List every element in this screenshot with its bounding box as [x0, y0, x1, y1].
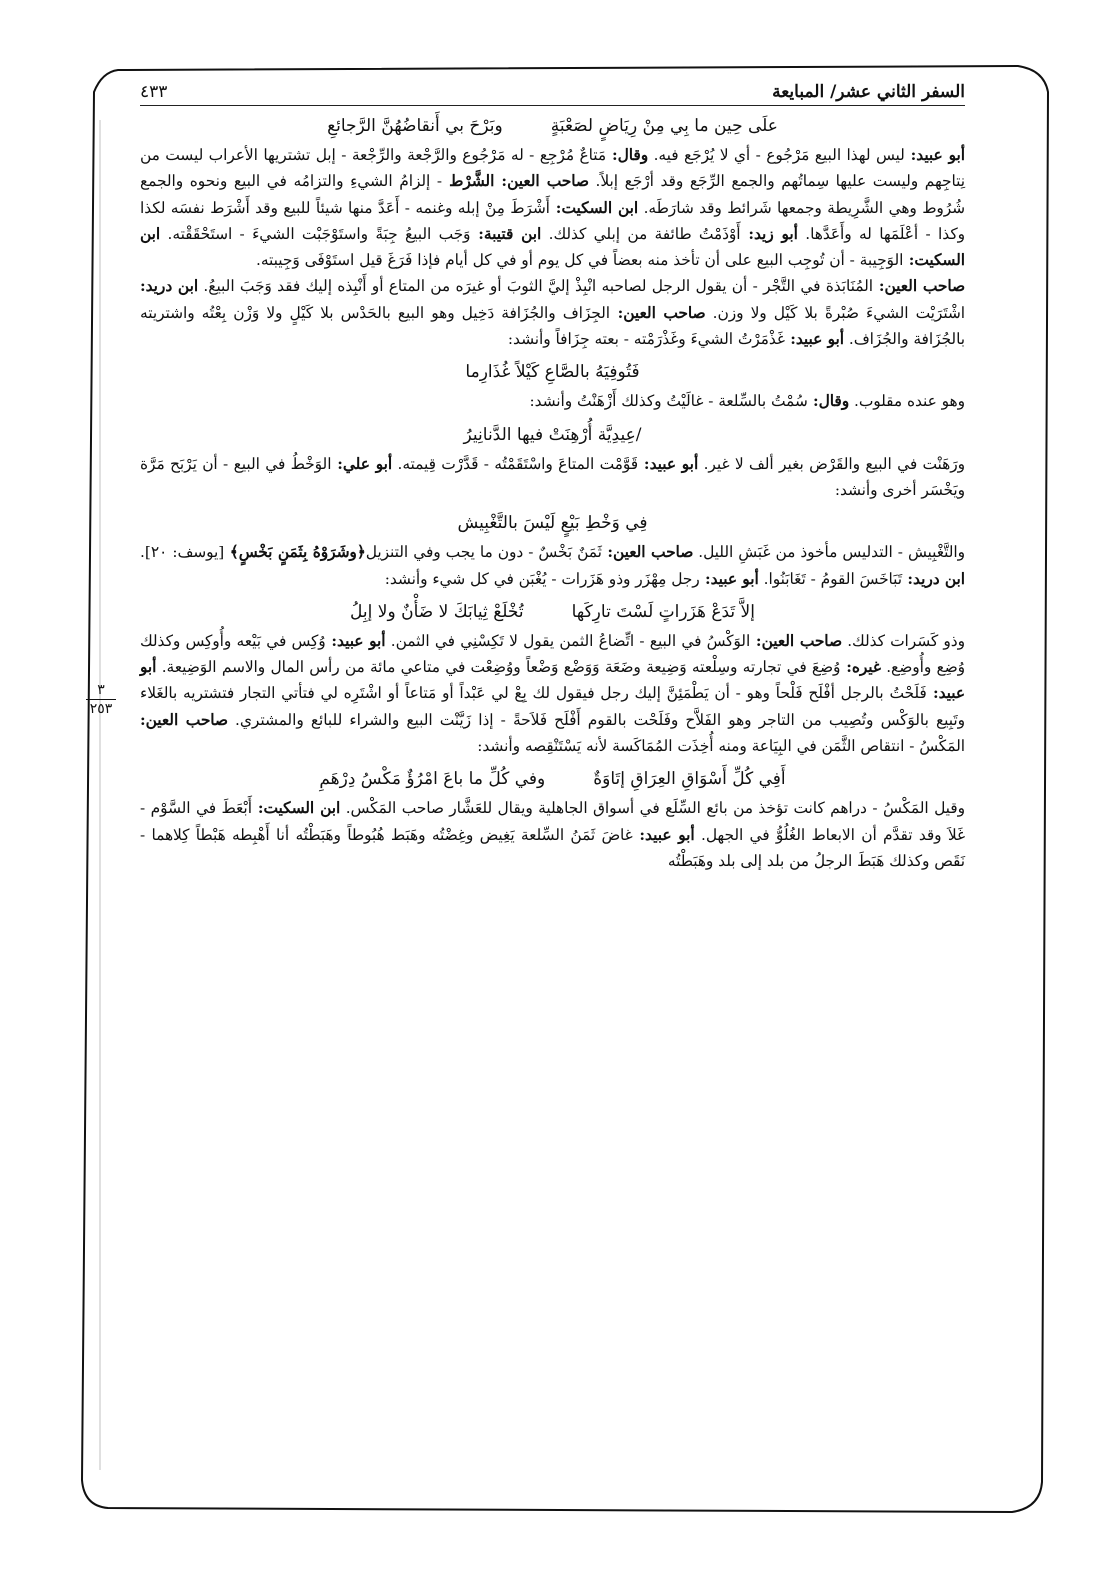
verse-hemistich: إلاَّ تَدَعْ هَزَراتٍ لَسْتَ تارِكَها — [571, 601, 755, 622]
prose-paragraph — [140, 273, 965, 352]
poetry-verse — [140, 116, 965, 136]
verse-hemistich: أَفِي كُلِّ أَسْوَاقِ العِرَاقِ إتَاوَةٌ — [593, 769, 786, 790]
source-citation: ابن دريد: — [140, 277, 199, 296]
text-run: الجِزَاف والجُزَافة دَخِيل وهو البيع بالحَدْس بلا كَيْلٍ ولا وَزْن بِعْتُه واشتريته بالجُزَافة والجُزَاف. — [140, 303, 965, 349]
source-citation: أبو عبيد: — [325, 631, 386, 650]
source-citation: الشَّرْط — [442, 172, 495, 191]
source-citation: أبو علي: — [331, 454, 393, 473]
source-citation: أبو عبيد: — [140, 658, 965, 703]
text-run: وذو كَسَرات كذلك. — [841, 631, 965, 650]
prose-paragraph — [140, 795, 965, 874]
source-citation: أبو عبيد: — [784, 330, 845, 349]
source-citation: ابن قتيبة: — [470, 224, 542, 243]
page-number: ٤٣٣ — [140, 82, 168, 102]
text-run: المُنَابَذة في التَّجْر - أن يقول الرجل لصاحبه انْبِذْ إليَّ الثوبَ أو غيرَه من المتاع أو أَنْبِذه إليك فقد وَجَبَ البيعُ. — [198, 277, 874, 296]
source-citation: صاحب العين: — [494, 172, 589, 191]
margin-ref-page: ٢٥٣ — [89, 701, 113, 717]
source-citation: أبو زيد: — [740, 224, 798, 243]
text-run: أَبْعَطَ في السَّوْم - غَلاَ وقد تقدَّم أن الابعاط الغُلُوُّ في الجهل. — [140, 799, 965, 844]
verse-hemistich: /عِيدِيَّة أُرْهِنَتْ فيها الدَّنانِيرُ — [463, 424, 642, 445]
source-citation: صاحب العين: — [140, 710, 228, 729]
source-citation: صاحب العين: — [873, 277, 965, 296]
text-run: مَتاعٌ مُرْجِع - له مَرْجُوع والرَّجْعة والرِّجْعة - إبل تشتريها الأعراب ليست من نِتاجِهم وليست عليها سِماتُهم والجمع الرِّجَع وقد أرْجَع إبلاً. — [140, 146, 965, 191]
source-citation: وقال: — [606, 146, 649, 164]
verse-hemistich: علَى حِين ما بِي مِنْ رِيَاضٍ لصَعْبَةٍ — [550, 116, 778, 136]
page-content — [140, 82, 965, 1512]
text-run: وُكِس في بَيْعه وأُوكِس وكذلك وُضِع وأُوضِع. — [140, 631, 966, 677]
text-run: ثَمَنٌ بَخْسٌ - دون ما يجب وفي التنزيل — [365, 543, 602, 562]
source-citation: ابن السكيت: — [549, 198, 639, 217]
text-run: قَوَّمْت المتاعَ واسْتَقَمْتُه - قَدَّرْت قِيمته. — [392, 454, 639, 473]
source-citation: صاحب العين: — [601, 543, 694, 562]
verse-hemistich: وبَرْحَ بي أَنقاضُهُنَّ الرَّجائعِ — [327, 116, 503, 136]
text-run: وقيل المَكْسُ - دراهم كانت تؤخذ من بائع السِّلَع في أسواق الجاهلية ويقال للعَشَّار صاحب المَكْس. — [340, 799, 966, 818]
text-run: وهو عنده مقلوب. — [849, 392, 965, 411]
text-run: وُضِعَ في تجارته وسِلْعته وَضِيعة وضَعَة وَوَضْع وَضْعاً ووُضِعْت في متاعي مائة من رأس المال والاسم الوَضِيعة. — [156, 658, 841, 677]
text-run: غَذْمَرْتُ الشيءَ وغَذْرَمْته - بعته جِزَافاً وأنشد: — [507, 330, 785, 349]
prose-paragraph — [140, 539, 965, 592]
source-citation: وقال: — [807, 392, 850, 411]
text-run: أَوْذَمْتُ طائفة من إبلي كذلك. — [541, 224, 741, 243]
poetry-verse — [140, 602, 965, 622]
text-run: أَشْرَطَ مِنْ إبله وغنمه - أَعَدَّ منها شيئاً للبيع وقد أَشْرَط نفسَه لكذا وكذا - أعْلَمَها له وأَعَدَّها. — [140, 198, 965, 243]
verse-hemistich: فَتُوفِيَهُ بالصَّاعِ كَيْلاً غُذَارِما — [465, 362, 640, 383]
text-run: اشْتَرَيْت الشيءَ صُبْرةً بلا كَيْل ولا وزن. — [705, 303, 965, 322]
running-header — [140, 82, 965, 106]
text-run: رجل مِهْزَر وذو هَزَرات - يُغْبَن في كل شيء وأنشد: — [384, 569, 700, 588]
header-title: السفر الثاني عشر/ المبايعة — [772, 82, 965, 102]
poetry-verse — [140, 769, 965, 789]
margin-ref-volume: ٣ — [97, 682, 105, 698]
text-run: تَبَاخَسَ القومُ - تَغَابَنُوا. — [758, 569, 903, 588]
source-citation: ﴿وشَرَوْهُ بِثَمَنٍ بَخْسٍ﴾ — [224, 543, 366, 562]
source-citation: غيره: — [840, 658, 881, 677]
text-run: سُمْتُ بالسِّلعة - غالَيْتُ وكذلك أَزْهَنْتُ وأنشد: — [529, 392, 808, 411]
source-citation: صاحب العين: — [750, 631, 842, 650]
margin-reference — [86, 682, 116, 717]
prose-paragraph — [140, 388, 965, 414]
source-citation: أبو عبيد: — [638, 454, 699, 473]
text-run: المَكْسُ - انتقاص الثَّمَن في البِيَاعة ومنه أُخِذَت المُمَاكَسة لأنه يَسْتَنْقِصه وأنشد: — [477, 737, 965, 756]
poetry-verse — [140, 362, 965, 382]
prose-paragraph — [140, 142, 965, 273]
text-run: والتَّغْبِيش - التدليس مأخوذ من غَبَشِ الليل. — [693, 543, 965, 562]
source-citation: صاحب العين: — [610, 303, 706, 322]
text-run: فَلَحْتُ بالرجل أفْلَح فَلْحاً وهو - أن يَطْمَئِنَّ إليك رجل فيقول لك بِعْ لي عَبْداً أو مَتاعاً أو اشْتَرِه لي فتأتي التجار فتشتريه بالغَلاء وتَبِيع بالوَكْس وتُصِيب من التاجر وهو الفَلاَّح وفَلَحْت بالقوم أَفْلَح فَلاَحةً - إذا زَيَّنْت البيع والشراء للبائع والمشتري. — [140, 684, 965, 729]
prose-paragraph — [140, 628, 965, 759]
verse-hemistich: وفي كُلِّ ما باعَ امْرُؤٌ مَكْسُ دِرْهَمِ — [319, 769, 546, 790]
poetry-verse — [140, 513, 965, 533]
text-run: [يوسف: ٢٠]. — [140, 543, 225, 562]
text-run: غاضَ ثَمَنُ السِّلعة يَغِيض وغِضْتُه وهَبَط هُبُوطاً وهَبَطْتُه أنا أَهْبِطه هَبْطاً كِلاهما - نَقَص وكذلك هَبَطَ الرجلُ من بلد إلى بلد وهَبَطْتُه — [140, 825, 965, 870]
source-citation: أبو عبيد: — [904, 146, 966, 164]
poetry-verse — [140, 425, 965, 445]
main-text — [140, 116, 965, 874]
text-run: الوَكْسُ في البيع - اتِّضاعُ الثمن يقول لا تَكِسْنِي في الثمن. — [385, 631, 751, 650]
source-citation: ابن السكيت: — [251, 799, 341, 818]
text-run: ليس لهذا البيع مَرْجُوع - أي لا يُرْجَع فيه. — [648, 146, 905, 164]
verse-hemistich: فِي وَخْطِ بَيْعٍ لَيْسَ بالتَّغْبِيش — [457, 513, 648, 534]
source-citation: ابن السكيت: — [140, 224, 965, 270]
source-citation: ابن دريد: — [902, 569, 965, 588]
text-run: ورَهَنْت في البيع والقَرْض بغير ألف لا غير. — [698, 454, 965, 473]
text-run: الوَخْطُ في البيع - أن يَرْبَح مَرَّة ويَخْسَر أخرى وأنشد: — [140, 454, 965, 499]
source-citation: أبو عبيد: — [632, 825, 695, 844]
text-run: وَجَب البيعُ جِبَةً واستَوْجَبْت الشيءَ - استَحْقَقْته. — [160, 224, 471, 243]
prose-paragraph — [140, 451, 965, 504]
verse-hemistich: تُخْلَعْ ثِيابَكَ لا ضَأْنٌ ولا إبِلُ — [350, 601, 524, 622]
text-run: - إلزامُ الشيءِ والتزامُه في البيع ونحوه والجمع شُرُوط وهي الشَّرِيطة وجمعها شَرائط وقد شارَطَه. — [140, 172, 965, 217]
text-run: الوَجِيبة - أن تُوجِب البيع على أن تأخذ منه بعضاً في كل يوم أو في كل أيام فإذا فَرَغَ قيل استَوْفَى وَجِيبته. — [255, 251, 904, 270]
source-citation: أبو عبيد: — [699, 569, 759, 588]
